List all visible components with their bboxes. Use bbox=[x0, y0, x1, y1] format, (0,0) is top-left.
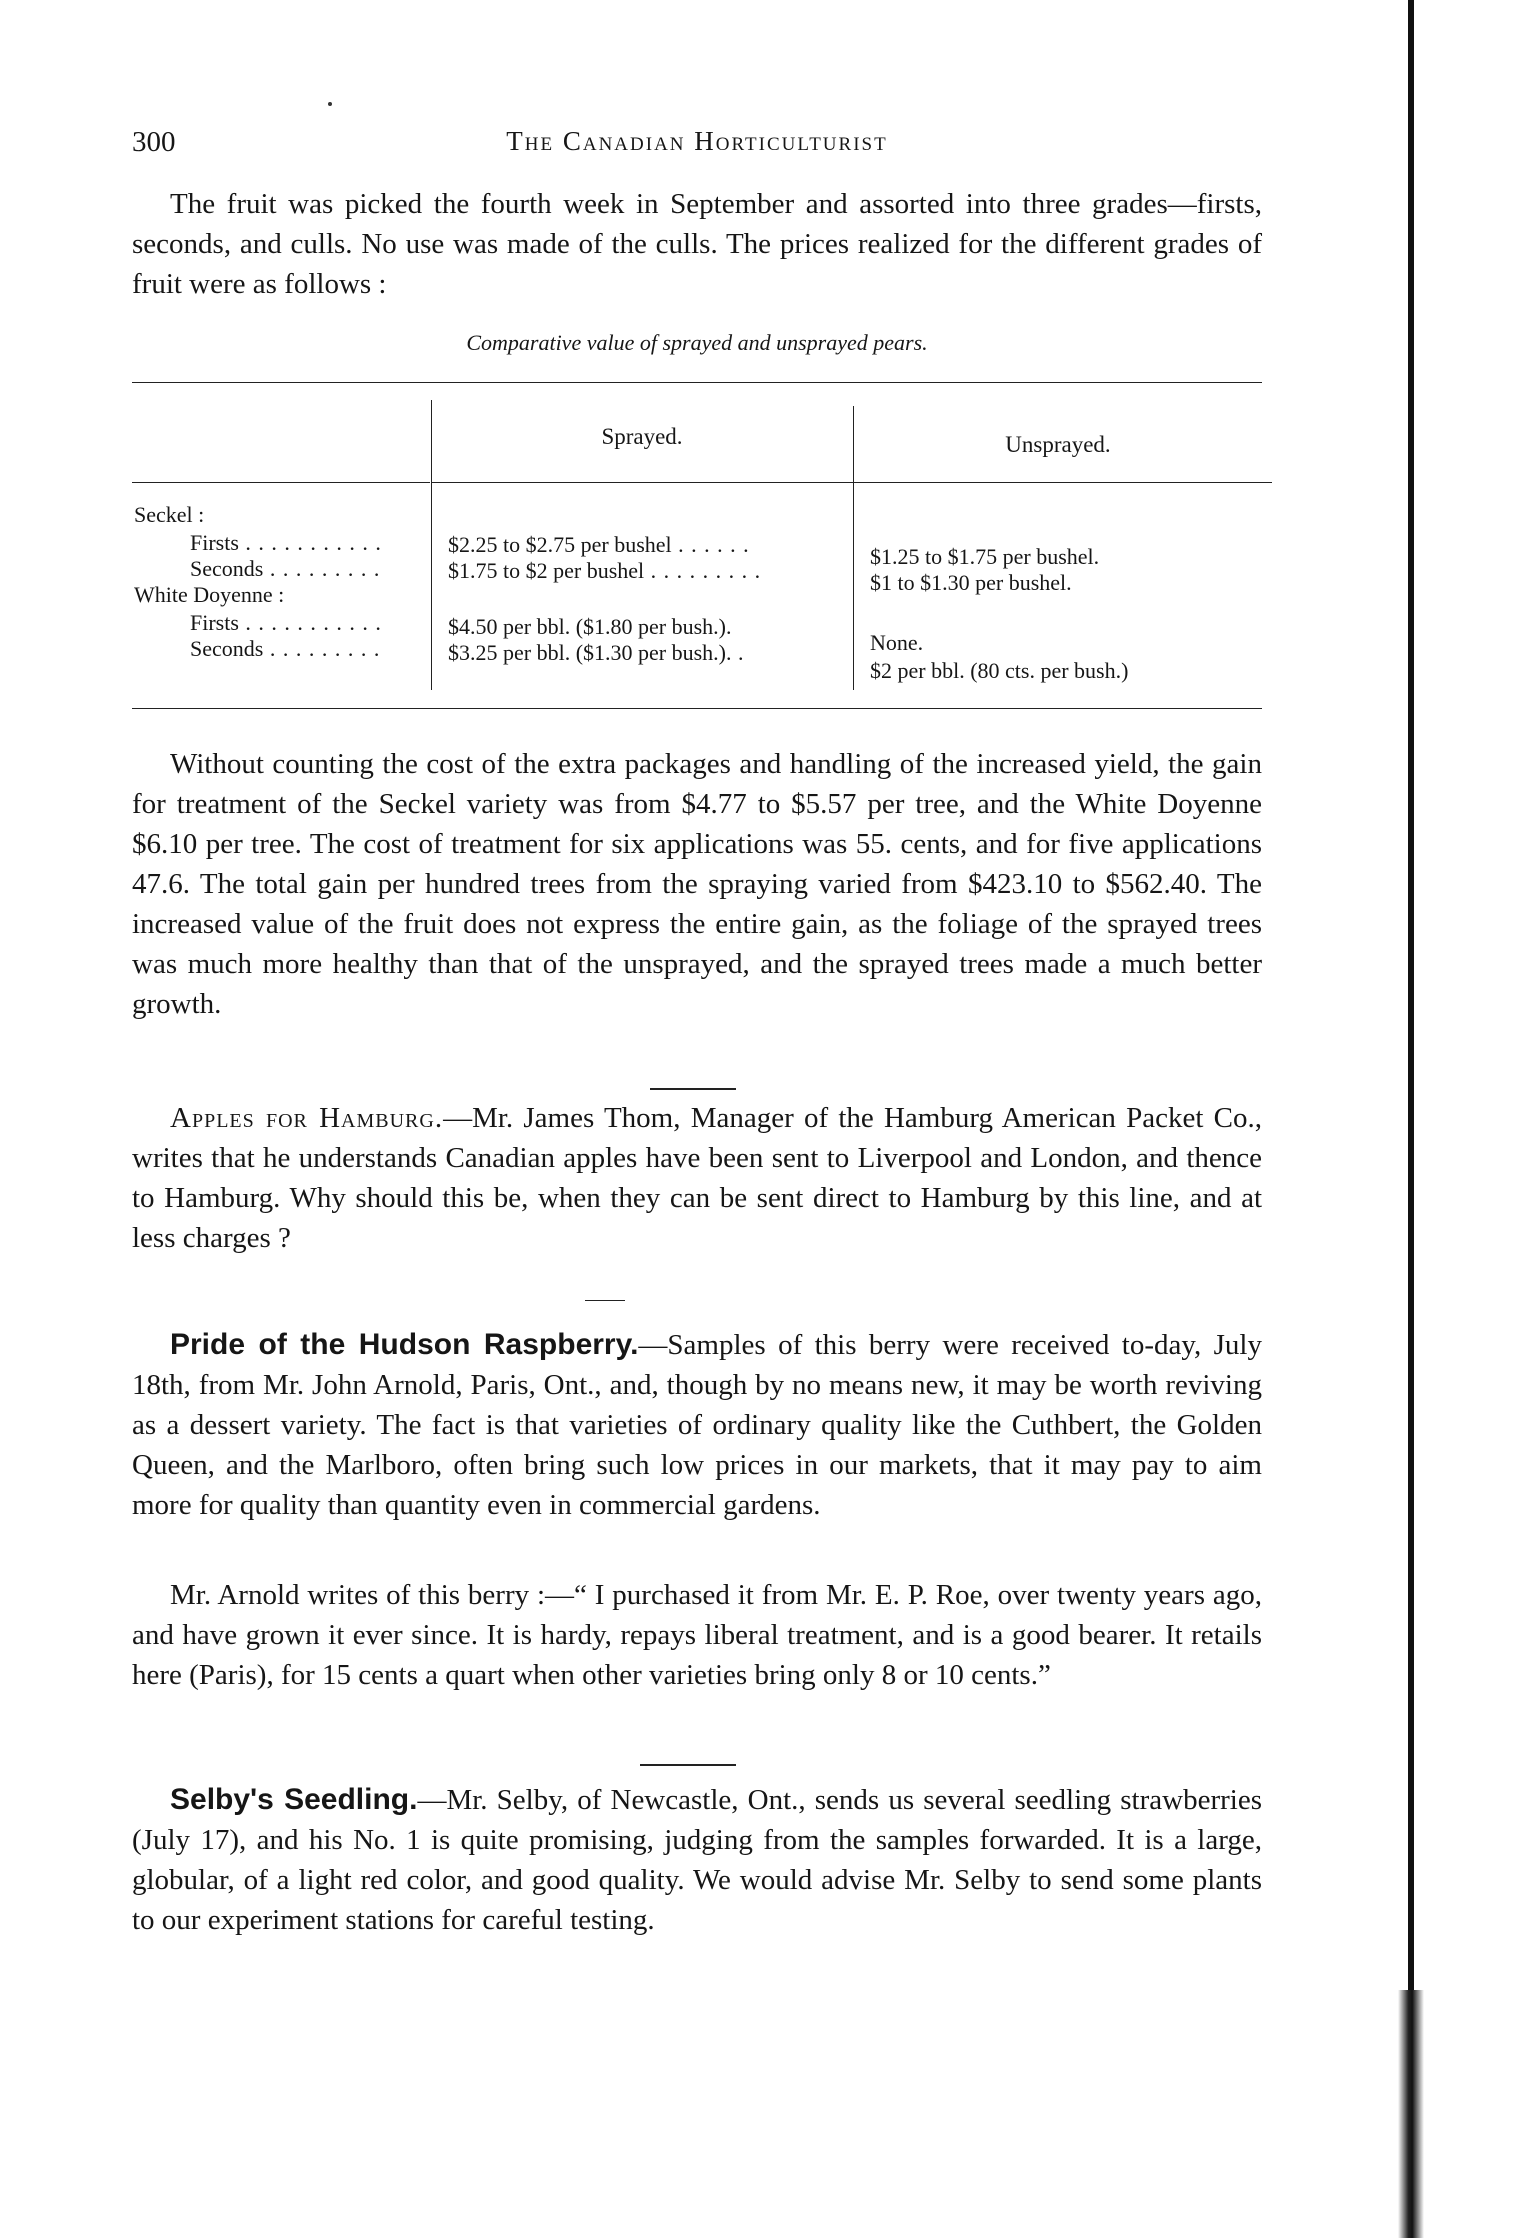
row-label-doyenne-firsts: Firsts . . . . . . . . . . . bbox=[190, 610, 382, 635]
running-head: The Canadian Horticulturist bbox=[506, 126, 888, 156]
cell-seckel-firsts-unsprayed: $1.25 to $1.75 per bushel. bbox=[870, 544, 1100, 569]
row-label-seckel-firsts: Firsts . . . . . . . . . . . bbox=[190, 530, 382, 555]
intro-paragraph: The fruit was picked the fourth week in September and assorted into three grades—firsts, seconds, and culls. No use was made of the culls. The prices realized for the different grades of fruit were as follows : bbox=[132, 188, 1262, 300]
cell-seckel-seconds-sprayed: $1.75 to $2 per bushel . . . . . . . . . bbox=[448, 558, 762, 583]
section-divider bbox=[585, 1300, 625, 1301]
table-header-rule-left bbox=[132, 482, 430, 483]
column-header-unsprayed: Unsprayed. bbox=[1005, 432, 1111, 457]
ink-speck bbox=[328, 102, 332, 106]
arnold-quote-paragraph: Mr. Arnold writes of this berry :—“ I purchased it from Mr. E. P. Roe, over twenty years ago, and have grown it ever since. It is hardy, repays liberal treatment, and is a good bearer. It retails here (Paris), for 15 cents a quart when other varieties bring only 8 or 10 cents.” bbox=[132, 1579, 1262, 1691]
page-number: 300 bbox=[132, 126, 176, 158]
row-label-white-doyenne: White Doyenne : bbox=[134, 582, 285, 607]
column-header-sprayed: Sprayed. bbox=[601, 424, 683, 449]
cell-seckel-seconds-unsprayed: $1 to $1.30 per bushel. bbox=[870, 570, 1072, 595]
table-caption: Comparative value of sprayed and unsprayed pears. bbox=[466, 330, 928, 355]
apples-for-hamburg-paragraph: Apples for Hamburg.—Mr. James Thom, Manager of the Hamburg American Packet Co., writes that he understands Canadian apples have been sent to Liverpool and London, and thence to Hamburg. Why should this be, when they can be sent direct to Hamburg by this line, and at less charges ? bbox=[132, 1102, 1263, 1254]
gain-paragraph: Without counting the cost of the extra packages and handling of the increased yield, the gain for treatment of the Seckel variety was from $4.77 to $5.57 per tree, and the White Doyenne $6.10 per tree. The cost of treatment for six applications was 55. cents, and for five applications 47.6. The total gain per hundred trees from the spraying varied from $423.10 to $562.40. The increased value of the fruit does not express the entire gain, as the foliage of the sprayed trees was much more healthy than that of the unsprayed, and the sprayed trees made a much better growth. bbox=[132, 748, 1262, 1020]
page-header bbox=[132, 118, 1262, 178]
row-label-seckel-seconds: Seconds . . . . . . . . . bbox=[190, 556, 381, 581]
cell-doyenne-firsts-unsprayed: None. bbox=[870, 630, 924, 655]
cell-doyenne-seconds-sprayed: $3.25 per bbl. ($1.30 per bush.). . bbox=[448, 640, 745, 665]
selby-seedling-paragraph: Selby's Seedling.—Mr. Selby, of Newcastle, Ont., sends us several seedling strawberries (July 17), and his No. 1 is quite promising, judging from the samples forwarded. It is a large, globular, of a light red color, and good quality. We would advise Mr. Selby to send some plants to our experiment stations for careful testing. bbox=[132, 1783, 1262, 1936]
section-divider bbox=[640, 1764, 736, 1766]
binding-edge bbox=[1408, 0, 1414, 2238]
pride-heading: Pride of the Hudson Raspberry. bbox=[170, 1328, 639, 1361]
row-label-seckel: Seckel : bbox=[134, 502, 205, 527]
selby-heading: Selby's Seedling. bbox=[170, 1783, 418, 1816]
cell-doyenne-firsts-sprayed: $4.50 per bbl. ($1.80 per bush.). bbox=[448, 614, 732, 639]
cell-doyenne-seconds-unsprayed: $2 per bbl. (80 cts. per bush.) bbox=[870, 658, 1129, 683]
section-divider bbox=[650, 1088, 736, 1090]
table-top-rule bbox=[132, 382, 1262, 383]
apples-heading: Apples for Hamburg. bbox=[170, 1102, 444, 1134]
cell-seckel-firsts-sprayed: $2.25 to $2.75 per bushel . . . . . . bbox=[448, 532, 750, 557]
pear-price-table bbox=[132, 382, 1262, 708]
binding-edge-shadow bbox=[1398, 1990, 1424, 2238]
pride-of-hudson-paragraph: Pride of the Hudson Raspberry.—Samples of this berry were received to-day, July 18th, from Mr. John Arnold, Paris, Ont., and, though by no means new, it may be worth reviving as a dessert variety. The fact is that varieties of ordinary quality like the Cuthbert, the Golden Queen, and the Marlboro, often bring such low prices in our markets, that it may pay to aim more for quality than quantity even in commercial gardens. bbox=[132, 1328, 1262, 1521]
table-header-rule-right bbox=[432, 482, 1272, 483]
row-label-doyenne-seconds: Seconds . . . . . . . . . bbox=[190, 636, 381, 661]
table-bottom-rule bbox=[132, 708, 1262, 709]
